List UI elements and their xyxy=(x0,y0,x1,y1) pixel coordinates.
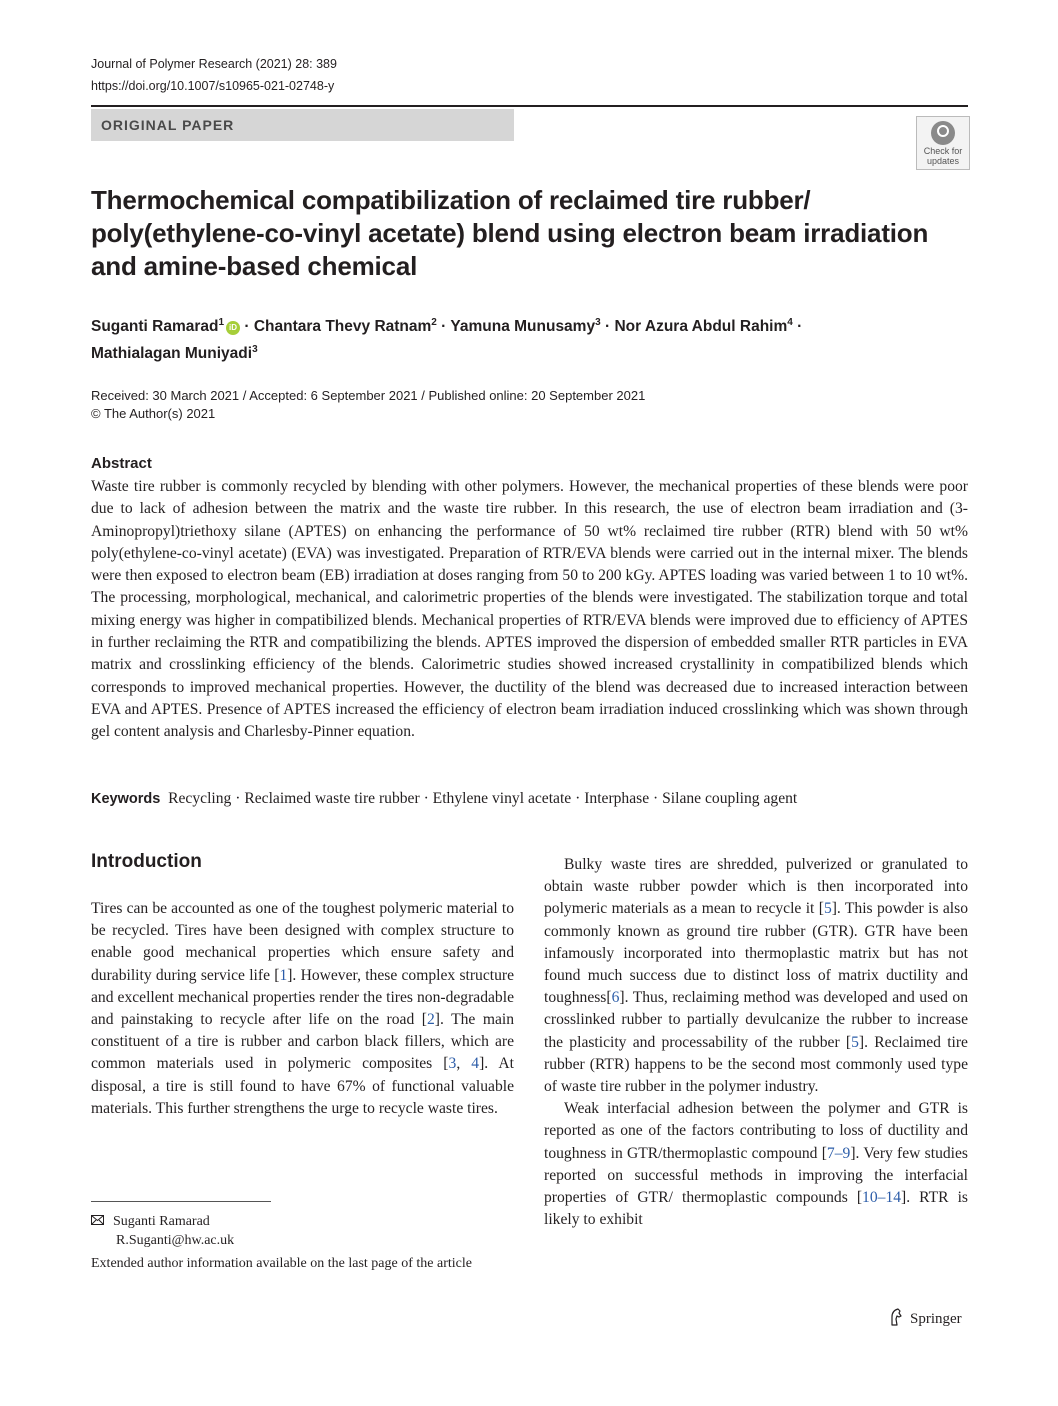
citation-link[interactable]: 3 xyxy=(448,1055,457,1073)
author-affiliation: 3 xyxy=(595,317,601,328)
author-name[interactable]: Nor Azura Abdul Rahim xyxy=(614,318,788,336)
citation-link[interactable]: 6 xyxy=(611,989,620,1007)
left-column xyxy=(91,898,514,1120)
author-separator: · xyxy=(441,318,447,336)
corresponding-author xyxy=(91,1212,234,1250)
journal-citation: Journal of Polymer Research (2021) 28: 389 xyxy=(91,57,337,71)
paragraph: Weak interfacial adhesion between the polymer and GTR is reported as one of the factors contributing to loss of ductility and toughness in GTR/thermoplastic compound [7–9]. Very few studies reported on successful methods in improving the interfacial properties of GTR/ thermoplastic compounds [10–14]. RTR is likely to exhibit xyxy=(544,1100,968,1229)
author-affiliation: 4 xyxy=(787,317,793,328)
author-name[interactable]: Chantara Thevy Ratnam xyxy=(253,318,432,336)
keywords-list: Recycling · Reclaimed waste tire rubber · Ethylene vinyl acetate · Interphase · Silane coupling agent xyxy=(168,790,798,807)
section-label: ORIGINAL PAPER xyxy=(101,117,235,133)
author-affiliation: 3 xyxy=(252,344,258,356)
author-separator: · xyxy=(244,318,250,336)
orcid-icon[interactable]: iD xyxy=(226,321,240,335)
citation-link[interactable]: 1 xyxy=(279,966,288,984)
corresponding-email[interactable]: R.Suganti@hw.ac.uk xyxy=(116,1233,235,1248)
author-name[interactable]: Yamuna Munusamy xyxy=(450,318,596,336)
citation-link[interactable]: 7–9 xyxy=(826,1144,851,1162)
paragraph: Tires can be accounted as one of the toughest polymeric material to be recycled. Tires have been designed with complex structure to enable good mechanical properties which ensure safety and durability during service life [1]. However, these complex structure and excellent mechanical properties render the tires non-degradable and painstaking to recycle after life on the road [2]. The main constituent of a tire is rubber and carbon black fillers, which are common materials used in polymeric composites [3, 4]. At disposal, a tire is still found to have 67% of functional valuable materials. This further strengthens the urge to recycle waste tires. xyxy=(91,900,515,1117)
citation-link[interactable]: 2 xyxy=(426,1011,435,1029)
copyright: © The Author(s) 2021 xyxy=(91,406,216,421)
envelope-icon xyxy=(91,1212,105,1231)
article-title: Thermochemical compatibilization of reclaimed tire rubber/ poly(ethylene-co-vinyl acetate) blend using electron beam irradiation and amine-based chemical xyxy=(91,185,929,281)
author-list xyxy=(91,311,968,365)
citation-link[interactable]: 5 xyxy=(851,1033,859,1051)
section-label-bar xyxy=(91,109,514,141)
author-affiliation: 2 xyxy=(431,317,437,328)
keywords xyxy=(91,788,968,810)
received-dates: Received: 30 March 2021 / Accepted: 6 September 2021 / Published online: 20 September 2021 xyxy=(91,388,646,403)
citation-link[interactable]: 10–14 xyxy=(862,1189,902,1207)
citation-link[interactable]: 5 xyxy=(823,900,832,918)
check-updates-label: Check for updates xyxy=(923,146,963,166)
springer-horse-icon xyxy=(888,1308,904,1331)
citation-link[interactable]: 4 xyxy=(471,1055,480,1073)
keywords-heading: Keywords xyxy=(91,791,161,807)
check-updates-icon xyxy=(931,121,955,145)
check-for-updates-badge[interactable] xyxy=(916,116,970,170)
abstract-heading: Abstract xyxy=(91,455,152,472)
author-separator: · xyxy=(797,318,803,336)
introduction-heading: Introduction xyxy=(91,851,202,872)
author-separator: · xyxy=(604,318,611,336)
publication-dates xyxy=(91,387,645,423)
author-name[interactable]: Mathialagan Muniyadi xyxy=(91,345,253,363)
author-affiliation: 1 xyxy=(218,317,225,328)
abstract-text: Waste tire rubber is commonly recycled by blending with other polymers. However, the mechanical properties of these blends were poor due to lack of adhesion between the matrix and the waste tire rubber. In this research, the use of electron beam irradiation and (3-Aminopropyl)triethoxy silane (APTES) on enhancing the performance of 50 wt% reclaimed tire rubber (RTR) blend with 50 wt% poly(ethylene-co-vinyl acetate) (EVA) was investigated. Preparation of RTR/EVA blends were carried out in the internal mixer. The blends were then exposed to electron beam (EB) irradiation at doses ranging from 50 to 200 kGy. APTES loading was varied between 1 to 10 wt%. The processing, morphological, mechanical, and calorimetric properties of the blends were investigated. The stabilization torque and total mixing energy was higher in compatibilized blends. Mechanical properties of RTR/EVA blends were improved due to efficiency of APTES in further reclaiming the RTR and compatibilizing the blends. APTES improved the dispersion of embedded smaller RTR particles in EVA matrix and crosslinking efficiency of the blends. Calorimetric studies showed increased crystallinity in compatibilized blends which corresponds to improved mechanical properties. However, the ductility of the blend was decreased due to increased interaction between EVA and APTES. Presence of APTES increased the efficiency of electron beam irradiation induced crosslinking which was shown through gel content analysis and Charlesby-Pinner equation. xyxy=(91,478,968,741)
doi-link[interactable]: https://doi.org/10.1007/s10965-021-02748-y xyxy=(91,79,335,93)
publisher-logo xyxy=(888,1308,962,1331)
right-column xyxy=(544,854,968,1231)
header-rule xyxy=(91,105,968,107)
paragraph: Bulky waste tires are shredded, pulverized or granulated to obtain waste rubber powder which is then incorporated into polymeric materials as a mean to recycle it [5]. This powder is also commonly known as ground tire rubber (GTR). GTR have been infamously incorporated into thermoplastic matrix but has not found much success due to distinct loss of matrix ductility and toughness[6]. Thus, reclaiming method was developed and used on crosslinked rubber to partially devulcanize the rubber to increase the plasticity and processability of the rubber [5]. Reclaimed tire rubber (RTR) happens to be the second most commonly used type of waste tire rubber in the polymer industry. xyxy=(544,856,968,1096)
extended-author-info: Extended author information available on the last page of the article xyxy=(91,1256,472,1271)
author-name[interactable]: Suganti Ramarad xyxy=(91,318,219,336)
corresponding-author-name: Suganti Ramarad xyxy=(113,1214,210,1229)
footnote-rule xyxy=(91,1201,271,1202)
publisher-name: Springer xyxy=(910,1311,962,1327)
